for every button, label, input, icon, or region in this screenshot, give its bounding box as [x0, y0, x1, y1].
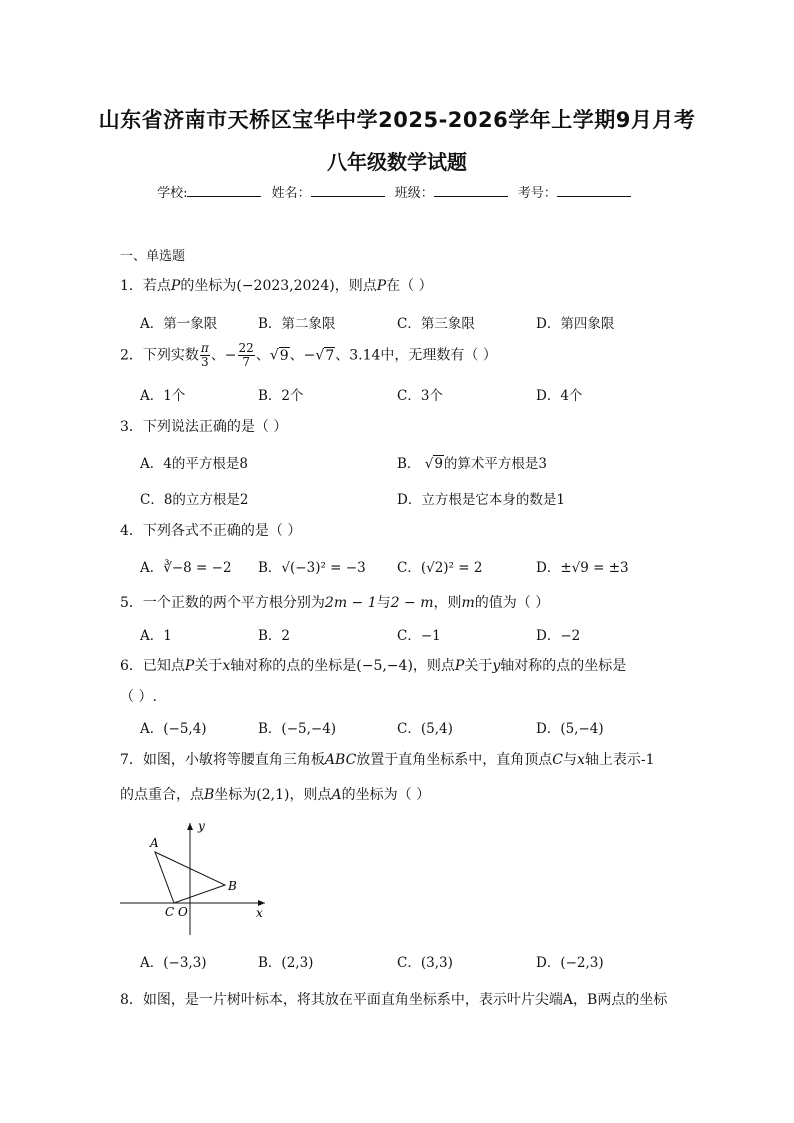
label-b: B — [228, 879, 237, 893]
sqrt-radicand: 7 — [325, 347, 335, 364]
math-var: B — [204, 787, 215, 803]
option-text: 3个 — [420, 388, 443, 404]
question-7-line-2 — [120, 784, 430, 804]
question-text: 轴上表示-1 — [584, 752, 655, 768]
question-text: ，则点 — [289, 787, 332, 803]
label-o: O — [178, 905, 188, 919]
option-text: (−2,3) — [560, 955, 604, 971]
option-a[interactable] — [140, 717, 207, 737]
question-text: 下列说法正确的是（ ） — [142, 419, 288, 435]
option-letter: A． — [140, 560, 164, 576]
fraction-denominator: 7 — [242, 355, 250, 369]
option-text: (−3,3) — [163, 955, 207, 971]
option-d[interactable] — [536, 951, 604, 971]
option-a[interactable] — [140, 384, 185, 404]
option-d[interactable] — [397, 488, 565, 508]
question-text: 一个正数的两个平方根分别为 — [142, 595, 325, 611]
option-text: (3,3) — [420, 955, 453, 971]
student-info-line — [0, 182, 794, 201]
option-b[interactable] — [258, 624, 290, 644]
option-c[interactable] — [140, 488, 249, 508]
question-text: 如图，小敏将等腰直角三角板 — [142, 752, 325, 768]
option-text: 的算术平方根是3 — [443, 456, 548, 472]
question-number: 1． — [120, 278, 143, 294]
question-text: 轴对称的点的坐标是 — [230, 658, 357, 674]
math-var: x — [222, 658, 231, 674]
option-text: (2,3) — [281, 955, 314, 971]
math-var: A — [331, 787, 342, 803]
question-1 — [120, 275, 433, 295]
question-text: 下列实数 — [142, 347, 199, 364]
question-number: 4． — [120, 523, 143, 539]
option-letter: D． — [397, 492, 422, 508]
option-letter: C． — [397, 560, 421, 576]
question-number: 5． — [120, 595, 143, 611]
math-coord: (−2023,2024) — [236, 278, 335, 294]
option-d[interactable] — [536, 312, 614, 332]
exam-title: 山东省济南市天桥区宝华中学2025-2026学年上学期9月月考 — [98, 108, 696, 132]
option-c[interactable] — [397, 312, 475, 332]
question-text: 与 — [563, 752, 578, 768]
section-heading: 一、单选题 — [120, 249, 186, 264]
option-b[interactable] — [258, 951, 313, 971]
math-var: P — [170, 278, 181, 294]
option-text: (5,−4) — [560, 721, 604, 737]
exam-number-label: 考号： — [517, 186, 557, 201]
option-letter: D． — [536, 721, 561, 737]
option-text: −2 — [560, 628, 581, 644]
label-c: C — [165, 905, 175, 919]
option-text: 第二象限 — [281, 316, 336, 332]
question-5 — [120, 592, 549, 612]
option-b[interactable] — [258, 312, 335, 332]
math-var: m — [461, 595, 475, 611]
question-text: 关于 — [464, 658, 493, 674]
option-text: 立方根是它本身的数是1 — [421, 492, 565, 508]
option-letter: A． — [140, 628, 164, 644]
question-text: ，则点 — [334, 278, 377, 294]
question-text: 的点重合，点 — [120, 787, 204, 803]
name-label: 姓名： — [271, 186, 311, 201]
option-letter: C． — [397, 388, 421, 404]
option-c[interactable] — [397, 556, 482, 576]
option-text: 4的平方根是8 — [163, 456, 248, 472]
option-text: 第一象限 — [163, 316, 218, 332]
option-letter: A． — [140, 388, 164, 404]
question-text: 、3.14中，无理数有（ ） — [335, 347, 497, 364]
label-a: A — [150, 836, 159, 850]
option-letter: D． — [536, 560, 561, 576]
option-b[interactable] — [258, 384, 304, 404]
question-text: 、− — [289, 347, 316, 364]
option-letter: C． — [397, 955, 421, 971]
option-c[interactable] — [397, 717, 453, 737]
option-text: ±√9 = ±3 — [560, 560, 629, 576]
option-b[interactable] — [258, 556, 366, 576]
option-text: 1 — [163, 628, 172, 644]
math-var: P — [184, 658, 195, 674]
question-text: ，则点 — [412, 658, 455, 674]
math-var: P — [454, 658, 465, 674]
question-text: 、− — [210, 347, 237, 364]
question-text: 、 — [255, 347, 270, 364]
math-coord: (2,1) — [256, 787, 290, 803]
option-letter: A． — [140, 316, 164, 332]
question-4 — [120, 520, 301, 540]
sqrt-radicand: 9 — [279, 347, 289, 364]
option-text: −1 — [420, 628, 441, 644]
option-letter: C． — [397, 721, 421, 737]
exam-subtitle: 八年级数学试题 — [327, 150, 467, 174]
question-number: 3． — [120, 419, 143, 435]
option-letter: D． — [536, 628, 561, 644]
fraction-numerator: 22 — [238, 341, 254, 355]
math-var: C — [552, 752, 564, 768]
option-text: (−5,−4) — [281, 721, 337, 737]
option-text: ∛−8 = −2 — [163, 560, 232, 576]
option-letter: B． — [258, 560, 282, 576]
question-text: 坐标为 — [214, 787, 257, 803]
option-text: (√2)² = 2 — [420, 560, 483, 576]
option-letter: B． — [258, 721, 282, 737]
question-2: 2．下列实数 $\frac{\pi}{3}$ 、− $\frac{22}{7}$ 、√9、−√7、3.14中，无理数有（ ） — [120, 341, 497, 369]
math-expression: 2 − m — [390, 595, 434, 611]
question-text: 放置于直角坐标系中，直角顶点 — [356, 752, 553, 768]
option-a[interactable] — [140, 951, 207, 971]
math-var: x — [577, 752, 585, 768]
question-text: 若点 — [142, 278, 171, 294]
question-text: 与 — [376, 595, 391, 611]
school-blank[interactable] — [187, 183, 261, 197]
question-6 — [120, 655, 626, 675]
fraction-denominator: 3 — [201, 355, 209, 369]
option-letter: B． — [258, 628, 282, 644]
option-letter: C． — [397, 628, 421, 644]
option-a[interactable] — [140, 452, 248, 472]
option-d[interactable] — [536, 384, 582, 404]
fraction-22-over-7 — [238, 342, 255, 369]
exam-number-blank[interactable] — [557, 183, 631, 197]
option-text: 8的立方根是2 — [163, 492, 249, 508]
question-text: 轴对称的点的坐标是 — [500, 658, 627, 674]
option-text: √(−3)² = −3 — [281, 560, 366, 576]
option-letter: C． — [140, 492, 164, 508]
option-letter: C． — [397, 316, 421, 332]
math-var: y — [492, 658, 501, 674]
question-text: 的坐标为 — [180, 278, 237, 294]
option-d[interactable] — [536, 556, 629, 576]
option-text: 4个 — [560, 388, 583, 404]
fraction-numerator: π — [200, 341, 209, 355]
question-text: 如图，是一片树叶标本，将其放在平面直角坐标系中，表示叶片尖端A，B两点的坐标 — [142, 992, 668, 1008]
option-text: 1个 — [163, 388, 186, 404]
question-3 — [120, 416, 287, 436]
option-text: 2个 — [281, 388, 304, 404]
label-x: x — [256, 906, 263, 920]
option-text: 第三象限 — [420, 316, 475, 332]
option-text: (−5,4) — [163, 721, 207, 737]
option-b[interactable] — [258, 717, 336, 737]
question-text: 已知点 — [142, 658, 185, 674]
math-coord: (−5,−4) — [356, 658, 413, 674]
coordinate-figure — [115, 815, 275, 940]
question-number: 8． — [120, 992, 143, 1008]
name-blank[interactable] — [311, 183, 385, 197]
question-8 — [120, 989, 667, 1009]
fraction-pi-over-3 — [200, 342, 210, 369]
option-text: 第四象限 — [560, 316, 615, 332]
option-a[interactable] — [140, 624, 172, 644]
option-c[interactable] — [397, 624, 441, 644]
class-blank[interactable] — [434, 183, 508, 197]
option-letter: A． — [140, 955, 164, 971]
option-letter: B． — [258, 388, 282, 404]
math-var: ABC — [324, 752, 357, 768]
label-y: y — [198, 819, 205, 833]
option-a[interactable] — [140, 556, 232, 576]
question-text: 关于 — [194, 658, 223, 674]
option-text: 2 — [281, 628, 291, 644]
question-7 — [120, 749, 655, 769]
question-text: 在（ ） — [386, 278, 433, 294]
question-6-line-2: （ ）. — [120, 689, 157, 705]
option-a[interactable] — [140, 312, 217, 332]
y-axis-arrow-icon — [187, 823, 193, 830]
math-var: P — [376, 278, 387, 294]
option-b[interactable]: B． √9的算术平方根是3 — [397, 456, 548, 472]
question-text: 的坐标为（ ） — [341, 787, 431, 803]
question-text: 下列各式不正确的是（ ） — [142, 523, 302, 539]
option-letter: D． — [536, 316, 561, 332]
class-label: 班级： — [394, 186, 434, 201]
school-label: 学校: — [157, 186, 188, 201]
option-c[interactable] — [397, 384, 443, 404]
option-d[interactable] — [536, 717, 604, 737]
question-text: 的值为（ ） — [474, 595, 550, 611]
question-number: 2． — [120, 347, 143, 364]
question-number: 7． — [120, 752, 143, 768]
question-text: ，则 — [433, 595, 462, 611]
option-c[interactable] — [397, 951, 453, 971]
sqrt-radicand: 9 — [434, 456, 443, 472]
question-number: 6． — [120, 658, 143, 674]
option-letter: B． — [397, 456, 421, 472]
option-text: (5,4) — [420, 721, 453, 737]
option-letter: B． — [258, 316, 282, 332]
option-letter: D． — [536, 955, 561, 971]
option-letter: A． — [140, 721, 164, 737]
option-letter: B． — [258, 955, 282, 971]
option-d[interactable] — [536, 624, 580, 644]
option-letter: D． — [536, 388, 561, 404]
math-expression: 2m − 1 — [324, 595, 377, 611]
option-letter: A． — [140, 456, 164, 472]
